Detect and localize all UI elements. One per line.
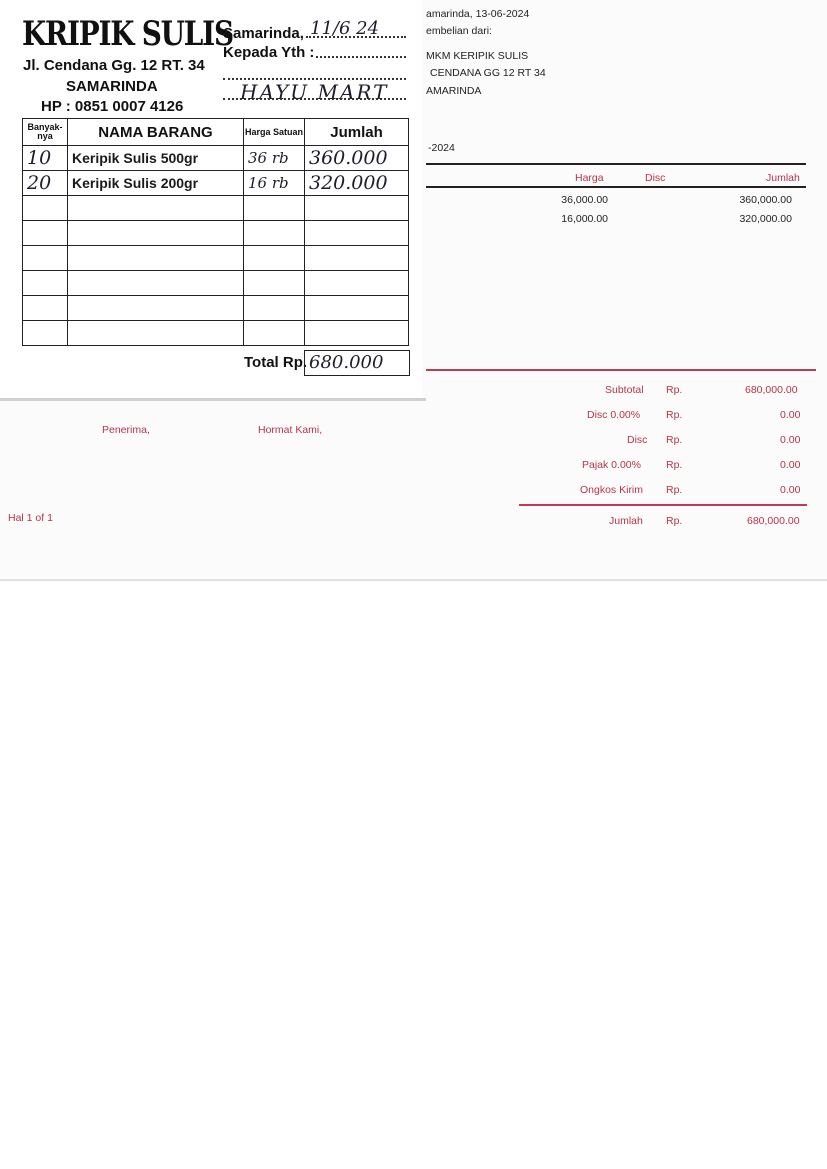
date-handwritten: 11/6 24 [310,18,380,39]
total-label: Total Rp. [244,354,308,371]
row2-amount: 320.000 [305,171,409,196]
disc-percent-currency: Rp. [666,409,683,421]
row1-price: 36,000.00 [561,194,608,206]
disc-value: 0.00 [780,434,801,446]
table-row [23,296,409,321]
row1-qty: 10 [23,146,68,171]
row2-price: 16 rb [244,171,305,196]
total-handwritten: 680.000 [309,352,384,373]
nota-table [22,118,409,346]
table-row [23,221,409,246]
col-disc-header: Disc [645,172,666,184]
shop-phone: HP : 0851 0007 4126 [41,98,184,115]
row1-amount: 360,000.00 [739,194,792,206]
grand-total-value: 680,000.00 [747,515,800,527]
disc-label: Disc [627,434,648,446]
table-row [23,146,409,171]
supplier-address: CENDANA GG 12 RT 34 [430,67,546,79]
recipient-dots-2 [223,98,406,100]
shipping-label: Ongkos Kirim [580,484,644,496]
disc-percent-label: Disc 0.00% [587,409,641,421]
to-label: Kepada Yth : [223,44,315,61]
subtotal-value: 680,000.00 [745,384,798,396]
page-number: Hal 1 of 1 [8,512,53,524]
row2-amount: 320,000.00 [739,213,792,225]
table-row [23,321,409,346]
shipping-currency: Rp. [666,484,683,496]
total-box [304,350,410,376]
header-item: NAMA BARANG [68,119,244,146]
subtotal-label: Subtotal [605,384,644,396]
supplier-name: MKM KERIPIK SULIS [426,50,529,62]
row1-price: 36 rb [244,146,305,171]
col-price-header: Harga [575,172,604,184]
totals-top-rule [426,369,816,371]
row1-name: Keripik Sulis 500gr [68,146,244,171]
disc-currency: Rp. [666,434,683,446]
row2-name: Keripik Sulis 200gr [68,171,244,196]
regards-label: Hormat Kami, [258,424,323,436]
shop-city: SAMARINDA [66,78,158,95]
header-qty: Banyak-nya [23,119,68,146]
invoice-date: amarinda, 13-06-2024 [426,8,530,20]
handwritten-nota [0,0,422,400]
table-row [23,171,409,196]
row2-qty: 20 [23,171,68,196]
table-row [23,246,409,271]
subtotal-currency: Rp. [666,384,683,396]
city-date-label: Samarinda, [223,25,304,42]
row1-amount: 360.000 [305,146,409,171]
tax-label: Pajak 0.00% [582,459,641,471]
to-dots [316,56,406,58]
tax-value: 0.00 [780,459,801,471]
grand-total-currency: Rp. [666,515,683,527]
disc-percent-value: 0.00 [780,409,801,421]
sheet-edge [0,579,827,581]
grand-total-label: Jumlah [609,515,643,527]
table-row [23,196,409,221]
tax-currency: Rp. [666,459,683,471]
totals-bottom-rule [519,504,807,506]
shipping-value: 0.00 [780,484,801,496]
table-header-rule [426,186,806,188]
col-amount-header: Jumlah [766,172,800,184]
table-top-rule [426,163,806,165]
reference-date: -2024 [428,142,455,154]
shop-address: Jl. Cendana Gg. 12 RT. 34 [23,57,205,74]
table-row [23,271,409,296]
supplier-city: AMARINDA [426,85,482,97]
row2-price: 16,000.00 [561,213,608,225]
brand-title: KRIPIK SULIS [22,14,233,54]
purchase-from-label: embelian dari: [426,25,492,37]
header-amount: Jumlah [305,119,409,146]
receiver-label: Penerima, [102,424,150,436]
nota-edge [0,398,426,401]
recipient-handwritten: HAYU MART [240,80,389,104]
header-price: Harga Satuan [244,119,305,146]
